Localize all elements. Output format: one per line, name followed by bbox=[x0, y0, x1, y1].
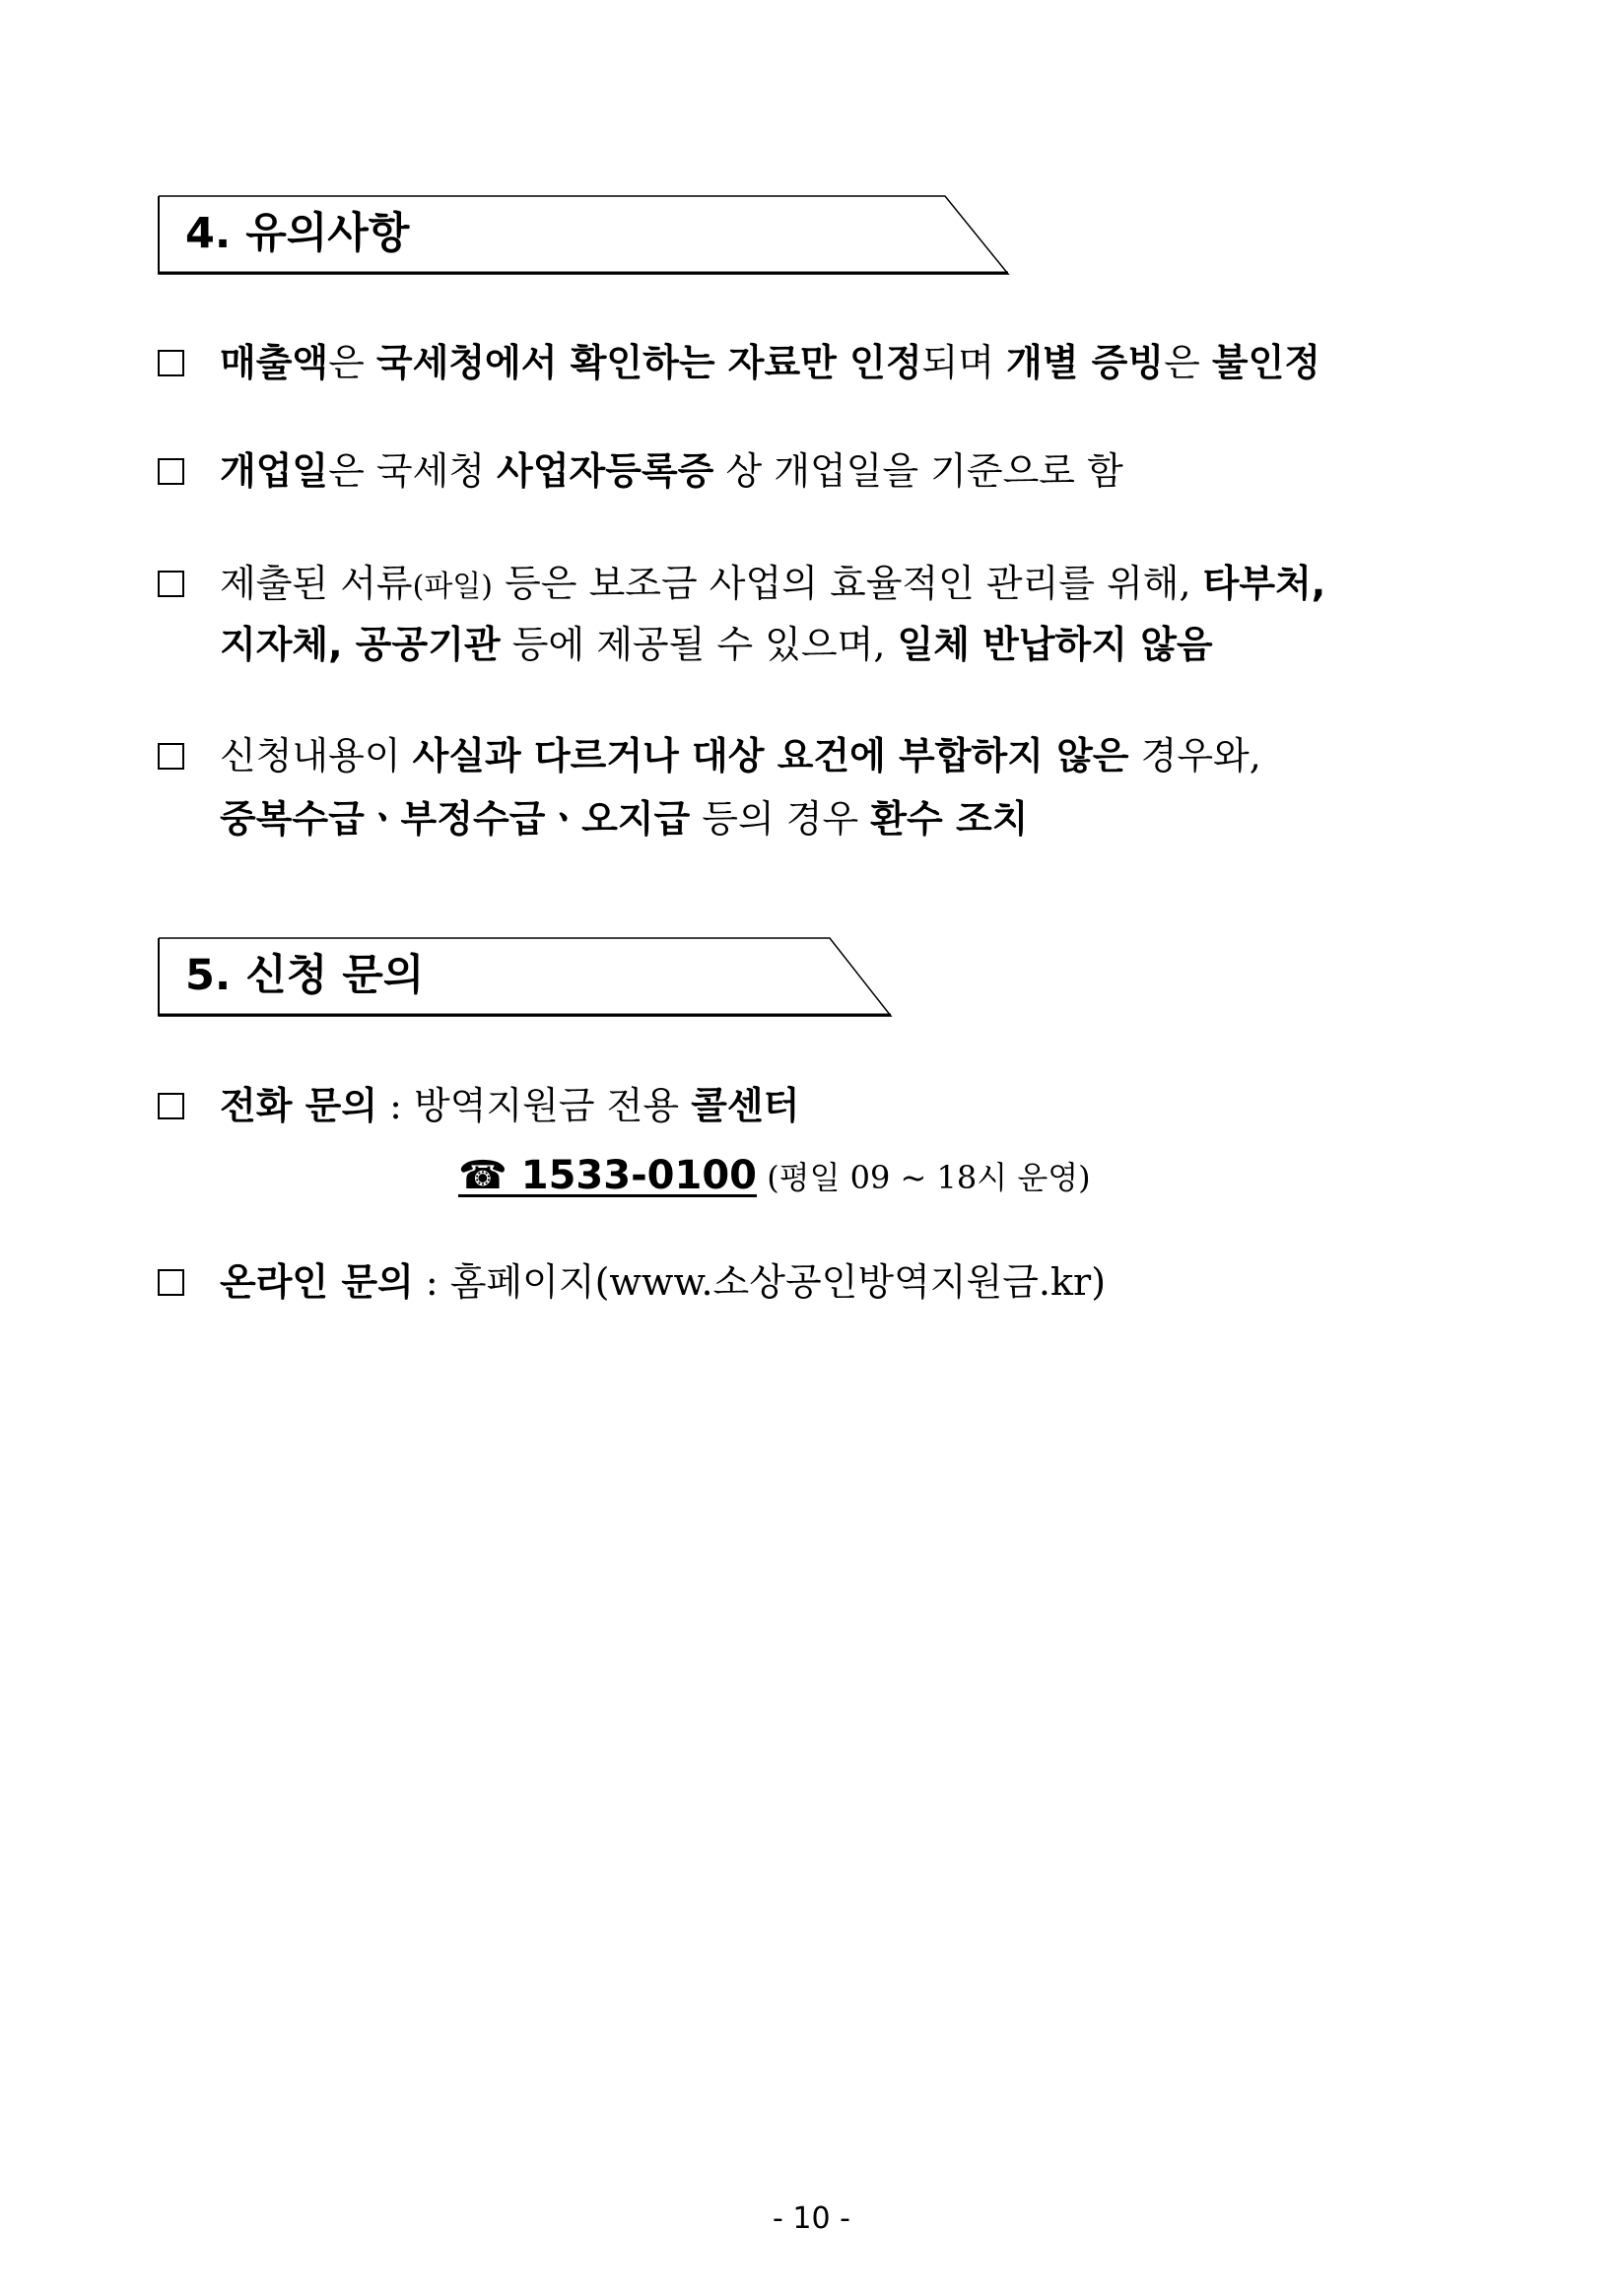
text-run: 개업일 bbox=[220, 449, 329, 493]
notice-item-2-line-1 bbox=[220, 441, 1123, 501]
text-run: 불인정 bbox=[1211, 341, 1321, 384]
text-run: 등의 경우 bbox=[690, 797, 871, 841]
text-run: (파일) bbox=[412, 570, 493, 604]
phone-number-line bbox=[458, 1148, 1091, 1205]
call-center-label: 콜센터 bbox=[691, 1084, 800, 1127]
separator: : bbox=[377, 1084, 415, 1127]
text-run: 사실과 다르거나 대상 요건에 부합하지 않은 bbox=[412, 734, 1129, 777]
checkbox-icon bbox=[158, 350, 184, 376]
text-run: 은 국세청 bbox=[328, 449, 498, 493]
checkbox-icon bbox=[158, 458, 184, 485]
phone-number-link[interactable]: ☎ 1533-0100 bbox=[458, 1153, 758, 1198]
notice-item-4-line-1 bbox=[220, 726, 1261, 785]
phone-inquiry-label: 전화 문의 bbox=[220, 1084, 378, 1127]
text-run: 경우와, bbox=[1128, 734, 1261, 777]
notice-item-3-line-1 bbox=[220, 554, 1325, 617]
page-number: - 10 - bbox=[773, 2201, 850, 2236]
text-run: 환수 조치 bbox=[870, 797, 1029, 841]
checkbox-icon bbox=[158, 1093, 184, 1119]
text-run: 사업자등록증 bbox=[497, 449, 714, 493]
text-run: 등은 보조금 사업의 효율적인 관리를 위해, bbox=[493, 562, 1203, 605]
text-run: 상 개업일을 기준으로 함 bbox=[713, 449, 1123, 493]
checkbox-icon bbox=[158, 743, 184, 770]
online-inquiry-line bbox=[220, 1252, 1106, 1312]
online-inquiry-label: 온라인 문의 bbox=[220, 1260, 414, 1304]
section-4-title: 4. 유의사항 bbox=[185, 209, 410, 258]
text-run: 제출된 서류 bbox=[220, 562, 413, 605]
text-run: 신청내용이 bbox=[220, 734, 413, 777]
phone-inquiry-line bbox=[220, 1076, 799, 1135]
text-run: 되며 bbox=[921, 341, 1007, 384]
text-run: 은 bbox=[1164, 341, 1212, 384]
separator: : bbox=[413, 1260, 450, 1304]
text-run: 일체 반납하지 않음 bbox=[897, 623, 1213, 666]
text-run: 중복수급ㆍ부정수급ㆍ오지급 bbox=[220, 797, 691, 841]
text-run: 등에 제공될 수 있으며, bbox=[500, 623, 898, 666]
text-run: 매출액 bbox=[220, 341, 329, 384]
checkbox-icon bbox=[158, 1269, 184, 1296]
checkbox-icon bbox=[158, 571, 184, 597]
phone-hours: (평일 09 ~ 18시 운영) bbox=[757, 1159, 1091, 1196]
notice-item-1-line-1 bbox=[220, 333, 1320, 392]
text-run: 은 bbox=[328, 341, 376, 384]
phone-inquiry-desc: 방역지원금 전용 bbox=[414, 1084, 692, 1127]
text-run: 타부처, bbox=[1202, 562, 1326, 605]
notice-item-3-line-2 bbox=[220, 615, 1213, 674]
homepage-link[interactable]: 홈페이지(www.소상공인방역지원금.kr) bbox=[449, 1260, 1107, 1304]
notice-item-4-line-2 bbox=[220, 789, 1028, 848]
text-run: 지자체, 공공기관 bbox=[220, 623, 501, 666]
text-run: 국세청에서 확인하는 자료만 인정 bbox=[375, 341, 922, 384]
text-run: 개별 증빙 bbox=[1006, 341, 1165, 384]
section-5-title: 5. 신청 문의 bbox=[185, 951, 425, 1000]
